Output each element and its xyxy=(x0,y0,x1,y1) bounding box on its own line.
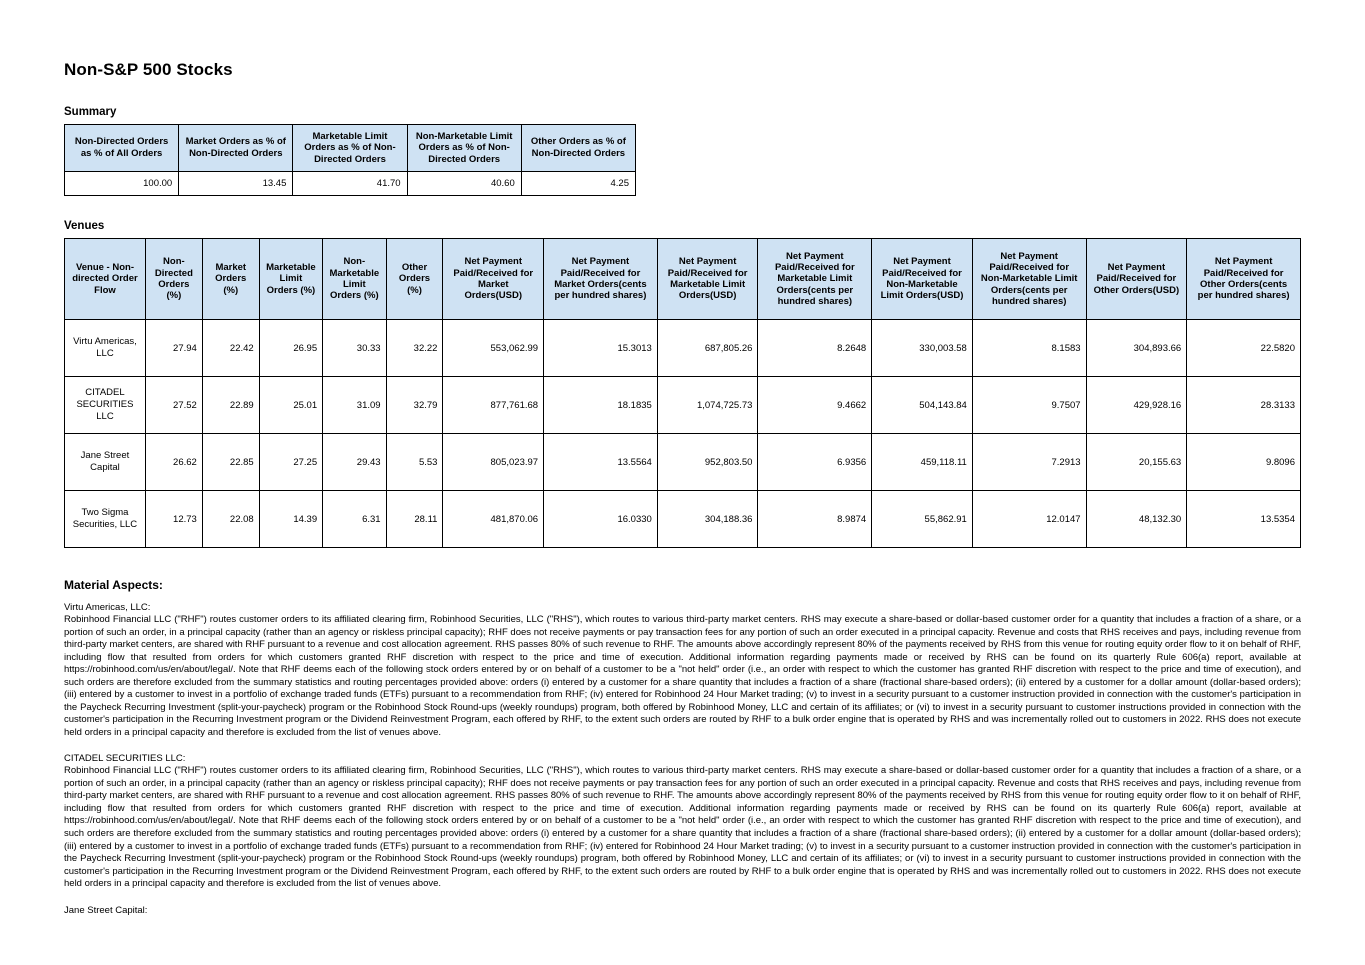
summary-header-row xyxy=(65,125,636,172)
venue-cell: 6.31 xyxy=(323,491,386,548)
venue-cell: 22.5820 xyxy=(1187,320,1301,377)
venue-cell: 13.5354 xyxy=(1187,491,1301,548)
venue-cell: 55,862.91 xyxy=(872,491,973,548)
venue-cell: 805,023.97 xyxy=(443,434,544,491)
venue-cell: 304,893.66 xyxy=(1086,320,1187,377)
table-row xyxy=(65,434,1301,491)
venue-cell: 13.5564 xyxy=(544,434,658,491)
venues-header-cell: Market Orders (%) xyxy=(202,239,259,320)
venues-header-cell: Net Payment Paid/Received for Non-Marketable Limit Orders(cents per hundred shares) xyxy=(972,239,1086,320)
venue-cell: 553,062.99 xyxy=(443,320,544,377)
summary-value-cell: 13.45 xyxy=(179,172,293,196)
summary-section-title: Summary xyxy=(64,106,117,118)
venue-cell: 29.43 xyxy=(323,434,386,491)
summary-value-cell: 40.60 xyxy=(407,172,521,196)
venues-header-cell: Non-Marketable Limit Orders (%) xyxy=(323,239,386,320)
summary-header-cell: Other Orders as % of Non-Directed Orders xyxy=(521,125,635,172)
venues-section-title: Venues xyxy=(64,220,105,232)
venue-cell: 28.11 xyxy=(386,491,443,548)
venue-cell: 32.22 xyxy=(386,320,443,377)
venue-cell: 22.42 xyxy=(202,320,259,377)
venue-cell: 304,188.36 xyxy=(657,491,758,548)
venue-name: CITADEL SECURITIES LLC xyxy=(65,377,146,434)
venue-cell: 687,805.26 xyxy=(657,320,758,377)
venue-cell: 8.1583 xyxy=(972,320,1086,377)
summary-table xyxy=(64,124,636,196)
venue-cell: 429,928.16 xyxy=(1086,377,1187,434)
venues-header-cell: Venue - Non-directed Order Flow xyxy=(65,239,146,320)
venue-cell: 5.53 xyxy=(386,434,443,491)
venue-cell: 27.25 xyxy=(259,434,322,491)
venues-header-cell: Net Payment Paid/Received for Marketable Limit Orders(cents per hundred shares) xyxy=(758,239,872,320)
venue-cell: 48,132.30 xyxy=(1086,491,1187,548)
venue-cell: 504,143.84 xyxy=(872,377,973,434)
venue-name: Jane Street Capital xyxy=(65,434,146,491)
venue-cell: 28.3133 xyxy=(1187,377,1301,434)
venue-name: Two Sigma Securities, LLC xyxy=(65,491,146,548)
venue-cell: 6.9356 xyxy=(758,434,872,491)
summary-value-cell: 4.25 xyxy=(521,172,635,196)
venues-table xyxy=(64,238,1301,548)
venue-cell: 12.73 xyxy=(145,491,202,548)
venue-cell: 9.8096 xyxy=(1187,434,1301,491)
venues-header-cell: Net Payment Paid/Received for Marketable Limit Orders(USD) xyxy=(657,239,758,320)
table-row xyxy=(65,377,1301,434)
venue-cell: 877,761.68 xyxy=(443,377,544,434)
venues-header-cell: Net Payment Paid/Received for Market Orders(USD) xyxy=(443,239,544,320)
venue-cell: 25.01 xyxy=(259,377,322,434)
venue-cell: 16.0330 xyxy=(544,491,658,548)
venue-cell: 31.09 xyxy=(323,377,386,434)
venue-cell: 481,870.06 xyxy=(443,491,544,548)
venue-cell: 22.08 xyxy=(202,491,259,548)
material-venue-heading: Virtu Americas, LLC: xyxy=(64,602,151,613)
material-venue-heading: CITADEL SECURITIES LLC: xyxy=(64,753,186,765)
venue-cell: 330,003.58 xyxy=(872,320,973,377)
material-venue-heading: Jane Street Capital: xyxy=(64,904,148,916)
material-venue-paragraph: Robinhood Financial LLC ("RHF") routes customer orders to its affiliated clearing firm, Robinhood Securities, LLC ("RHS"), which routes to various third-party market centers. RHS may execute a share-based or dollar-based customer order for a quantity that includes a fraction of a share, or a portion of such an order, in a principal capacity (rather than an agency or riskless principal capacity); RHF does not receive payments or pay transaction fees for any portion of such an order executed in a principal capacity. Revenue and costs that RHS receives and pays, including revenue from third-party market centers, are shared with RHF pursuant to a revenue and cost allocation agreement. RHS passes 80% of such revenue to RHF. The amounts above accordingly represent 80% of the payments received by RHS from this venue for routing equity order flow to it on behalf of RHF, including flow that resulted from orders for which customers granted RHF discretion with respect to the price and time of execution. Additional information regarding payments made or received by RHS can be found on its quarterly Rule 606(a) report, available at https://robinhood.com/us/en/about/legal/. Note that RHF deems each of the following stock orders entered by or on behalf of a customer to be a "not held" order (i.e., an order with respect to which the customer has granted RHF discretion with respect to the price and time of execution), and such orders are therefore excluded from the summary statistics and routing percentages provided above: orders (i) entered by a customer for a share quantity that includes a fraction of a share (fractional share-based orders); (ii) entered by a customer for a dollar amount (dollar-based orders); (iii) entered by a customer to invest in a portfolio of exchange traded funds (ETFs) pursuant to a recommendation from RHF; (iv) entered for Robinhood 24 Hour Market trading; (v) to invest in a security pursuant to a customer instruction provided in connection with the customer's participation in the Paycheck Recurring Investment (split-your-paycheck) program or the Robinhood Stock Round-ups (weekly roundups) program, both offered by Robinhood Money, LLC and certain of its affiliates; or (vi) to invest in a security pursuant to customer instructions provided in connection with the customer's participation in the Recurring Investment program or the Dividend Reinvestment Program, each offered by RHF, to the extent such orders are routed by RHF to a bulk order engine that is operated by RHS and was incrementally rolled out to customers in 2022. RHS does not execute held orders in a principal capacity and therefore is excluded from the list of venues above. xyxy=(64,614,1301,738)
venue-cell: 15.3013 xyxy=(544,320,658,377)
summary-header-cell: Non-Directed Orders as % of All Orders xyxy=(65,125,179,172)
venues-header-cell: Net Payment Paid/Received for Market Orders(cents per hundred shares) xyxy=(544,239,658,320)
summary-value-row xyxy=(65,172,636,196)
venue-cell: 9.7507 xyxy=(972,377,1086,434)
summary-value-cell: 41.70 xyxy=(293,172,407,196)
venue-cell: 952,803.50 xyxy=(657,434,758,491)
venue-cell: 26.62 xyxy=(145,434,202,491)
summary-value-cell: 100.00 xyxy=(65,172,179,196)
summary-header-cell: Market Orders as % of Non-Directed Orders xyxy=(179,125,293,172)
table-row xyxy=(65,491,1301,548)
venue-cell: 12.0147 xyxy=(972,491,1086,548)
material-aspects-title: Material Aspects: xyxy=(64,578,163,592)
venue-cell: 32.79 xyxy=(386,377,443,434)
venue-cell: 20,155.63 xyxy=(1086,434,1187,491)
summary-header-cell: Marketable Limit Orders as % of Non-Directed Orders xyxy=(293,125,407,172)
venues-header-cell: Non-Directed Orders (%) xyxy=(145,239,202,320)
venues-header-cell: Net Payment Paid/Received for Non-Marketable Limit Orders(USD) xyxy=(872,239,973,320)
venue-cell: 30.33 xyxy=(323,320,386,377)
venue-cell: 18.1835 xyxy=(544,377,658,434)
venues-header-cell: Net Payment Paid/Received for Other Orders(USD) xyxy=(1086,239,1187,320)
venue-cell: 459,118.11 xyxy=(872,434,973,491)
venue-cell: 22.85 xyxy=(202,434,259,491)
venue-cell: 14.39 xyxy=(259,491,322,548)
page-title: Non-S&P 500 Stocks xyxy=(64,60,233,79)
venue-cell: 9.4662 xyxy=(758,377,872,434)
summary-header-cell: Non-Marketable Limit Orders as % of Non-Directed Orders xyxy=(407,125,521,172)
venue-cell: 8.9874 xyxy=(758,491,872,548)
venue-name: Virtu Americas, LLC xyxy=(65,320,146,377)
venues-header-cell: Other Orders (%) xyxy=(386,239,443,320)
venue-cell: 7.2913 xyxy=(972,434,1086,491)
venues-header-cell: Net Payment Paid/Received for Other Orders(cents per hundred shares) xyxy=(1187,239,1301,320)
venue-cell: 27.94 xyxy=(145,320,202,377)
venues-header-row xyxy=(65,239,1301,320)
material-venue-paragraph: Robinhood Financial LLC ("RHF") routes customer orders to its affiliated clearing firm, Robinhood Securities, LLC ("RHS"), which routes to various third-party market centers. RHS may execute a share-based or dollar-based customer order for a quantity that includes a fraction of a share, or a portion of such an order, in a principal capacity (rather than an agency or riskless principal capacity); RHF does not receive payments or pay transaction fees for any portion of such an order executed in a principal capacity. Revenue and costs that RHS receives and pays, including revenue from third-party market centers, are shared with RHF pursuant to a revenue and cost allocation agreement. RHS passes 80% of such revenue to RHF. The amounts above accordingly represent 80% of the payments received by RHS from this venue for routing equity order flow to it on behalf of RHF, including flow that resulted from orders for which customers granted RHF discretion with respect to the price and time of execution. Additional information regarding payments made or received by RHS can be found on its quarterly Rule 606(a) report, available at https://robinhood.com/us/en/about/legal/. Note that RHF deems each of the following stock orders entered by or on behalf of a customer to be a "not held" order (i.e., an order with respect to which the customer has granted RHF discretion with respect to the price and time of execution), and such orders are therefore excluded from the summary statistics and routing percentages provided above: orders (i) entered by a customer for a share quantity that includes a fraction of a share (fractional share-based orders); (ii) entered by a customer for a dollar amount (dollar-based orders); (iii) entered by a customer to invest in a portfolio of exchange traded funds (ETFs) pursuant to a recommendation from RHF; (iv) entered for Robinhood 24 Hour Market trading; (v) to invest in a security pursuant to a customer instruction provided in connection with the customer's participation in the Paycheck Recurring Investment (split-your-paycheck) program or the Robinhood Stock Round-ups (weekly roundups) program, both offered by Robinhood Money, LLC and certain of its affiliates; or (vi) to invest in a security pursuant to customer instructions provided in connection with the customer's participation in the Recurring Investment program or the Dividend Reinvestment Program, each offered by RHF, to the extent such orders are routed by RHF to a bulk order engine that is operated by RHS and was incrementally rolled out to customers in 2022. RHS does not execute held orders in a principal capacity and therefore is excluded from the list of venues above. xyxy=(64,765,1301,890)
venue-cell: 27.52 xyxy=(145,377,202,434)
venue-cell: 26.95 xyxy=(259,320,322,377)
table-row xyxy=(65,320,1301,377)
venue-cell: 1,074,725.73 xyxy=(657,377,758,434)
venue-cell: 22.89 xyxy=(202,377,259,434)
venue-cell: 8.2648 xyxy=(758,320,872,377)
venues-header-cell: Marketable Limit Orders (%) xyxy=(259,239,322,320)
